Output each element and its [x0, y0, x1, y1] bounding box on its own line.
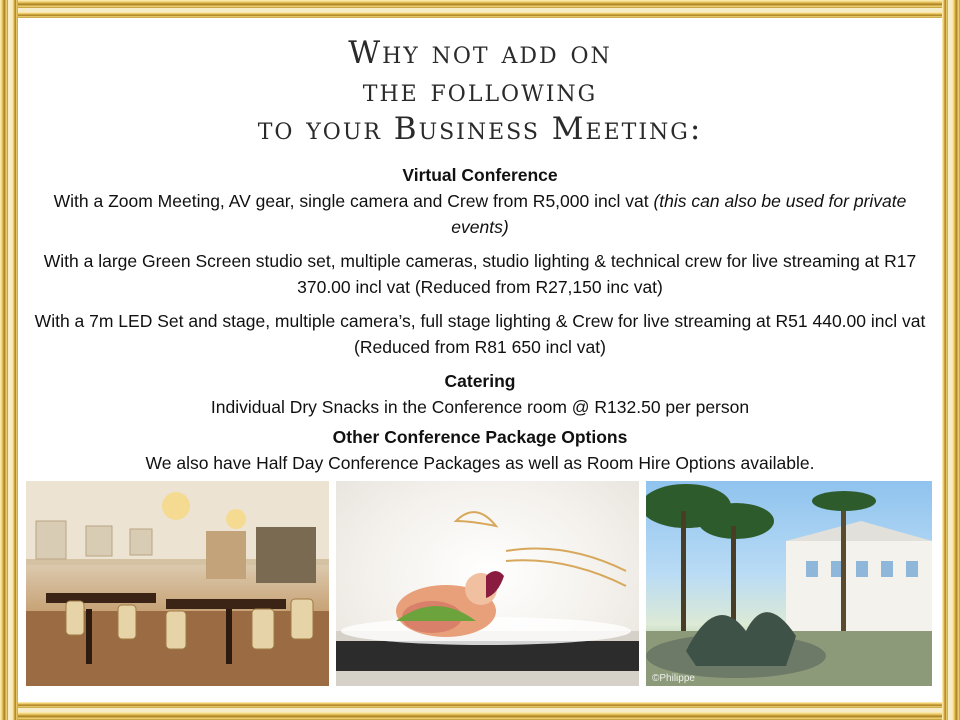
frame-top-outer — [0, 0, 960, 8]
frame-left-inner — [12, 0, 18, 720]
frame-left-outer — [0, 0, 8, 720]
offer-content — [26, 162, 934, 476]
hotel-fountain-illustration — [646, 481, 932, 686]
other-options-text: We also have Half Day Conference Packages as well as Room Hire Options available. — [145, 453, 815, 473]
other-options-heading: Other Conference Package Options — [332, 427, 628, 447]
page-title — [30, 34, 930, 148]
frame-bottom-inner — [0, 702, 960, 708]
virtual-conference-heading: Virtual Conference — [402, 165, 558, 185]
conference-room-photo — [26, 481, 329, 686]
conference-room-illustration — [26, 481, 329, 686]
frame-top-inner — [0, 12, 960, 18]
virtual-conference-zoom-main: With a Zoom Meeting, AV gear, single camera and Crew from R5,000 incl vat — [53, 191, 649, 211]
frame-right-gap — [948, 0, 952, 720]
virtual-conference-zoom-note: (this can also be used for private events) — [451, 191, 907, 237]
title-line-3: to your Business Meeting: — [257, 111, 703, 147]
frame-right-inner — [942, 0, 948, 720]
title-line-1: Why not add on — [348, 35, 612, 71]
catering-text: Individual Dry Snacks in the Conference room @ R132.50 per person — [210, 397, 750, 417]
virtual-conference-led-set-text: With a 7m LED Set and stage, multiple camera’s, full stage lighting & Crew for live streaming at R51 440.00 incl vat (Reduced from R81 650 incl vat) — [34, 311, 926, 357]
title-line-2: the following — [362, 73, 598, 109]
frame-right-outer — [952, 0, 960, 720]
frame-bottom-outer — [0, 712, 960, 720]
frame-bottom-gap — [0, 708, 960, 712]
virtual-conference-zoom-text — [26, 188, 934, 240]
virtual-conference-green-screen-text: With a large Green Screen studio set, multiple cameras, studio lighting & technical crew for live streaming at R17 370.00 incl vat (Reduced from R27,150 inc vat) — [43, 251, 917, 297]
plated-food-illustration — [336, 481, 639, 686]
catering-heading: Catering — [444, 371, 516, 391]
hotel-fountain-photo — [646, 481, 932, 686]
photo-watermark: ©Philippe — [652, 673, 695, 684]
plated-food-photo — [336, 481, 639, 686]
